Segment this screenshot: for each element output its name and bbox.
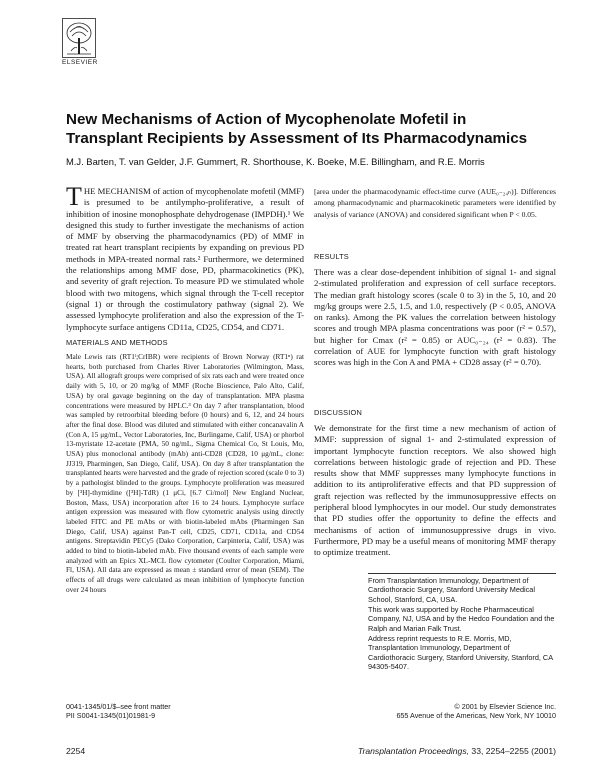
issn-block	[66, 702, 171, 720]
author-list: M.J. Barten, T. van Gelder, J.F. Gummert, R. Shorthouse, K. Boeke, M.E. Billingham, and R.E. Morris	[66, 156, 485, 167]
funding-footnote: This work was supported by Roche Pharmaceutical Company, NJ, USA and by the Hedco Foundation and the Ralph and Marian Falk Trust.	[368, 605, 555, 633]
intro-paragraph	[66, 182, 304, 333]
page-number: 2254	[66, 746, 86, 756]
journal-name: Transplantation Proceedings,	[357, 746, 470, 756]
copyright-block	[396, 702, 556, 720]
methods-continued-text: [area under the pharmacodynamic effect-time curve (AUE₀₋₂₄ₕ)]. Differences among pharmacodynamic and pharmacokinetic parameters were identified by analysis of variance (ANOVA) and considered significant when P < 0.05.	[314, 187, 556, 219]
journal-citation	[358, 746, 556, 756]
methods-text: Male Lewis rats (RT1ˡ;CrIBR) were recipients of Brown Norway (RT1ⁿ) rat hearts, both purchased from Charles River Laboratories (Wilmington, Mass, USA). All allograft groups were comprised of six rats each and were treated once daily with 5, 10, or 20 mg/kg of MMF (Roche Bioscience, Palo Alto, Calif, USA) by oral gavage beginning on the day of transplantation. MPA plasma concentrations were measured by HPLC.³ On day 7 after transplantation, blood was sampled by retroorbital bleeding before (0 hours) and 6, 12, and 24 hours after the final dose. Blood was diluted and stimulated with either concanavalin A (Con A, 15 μg/mL, Vector Laboratories, Inc, Burlingame, Calif, USA) or phorbol 13-myristate 12-acetate (PMA, 50 ng/mL, Sigma Chemical Co, St Louis, Mo, USA) plus monoclonal antibody (mAb) anti-CD28 (CD28, 10 μg/mL, clone: JJ319, Pharmingen, San Diego, Calif, USA). On day 8 after transplantation the transplanted hearts were harvested and the grade of rejection scored (scale 0 to 3) by a pathologist blinded to the groups. Lymphocyte proliferation was measured by [³H]-thymidine ([³H]-TdR) (1 μCi, [6.7 Ci/mol] New England Nuclear, Boston, Mass, USA) incorporation after 16 to 24 hours. Lymphocyte surface antigen expression was measured with flow cytometric analysis using directly labeled FITC and PE mAbs or with biotin-labeled mAbs (Pharmingen San Diego, Calif, USA) against Pan-T cell, CD25, CD71, CD11a, and CD54 antigens. Streptavidin PECy5 (Dako Corporation, Carpinteria, Calif, USA) was added to bind to biotin-labeled mAb. Five thousand events of each sample were analyzed with an Epics XL-MCL flow cytometer (Coulter Corporation, Miami, Fl, USA). All data are expressed as mean ± standard error of mean (SEM). The effects of all drugs were calculated as mean inhibition of lymphocyte function over 24 hours	[66, 352, 304, 594]
publisher-address: 655 Avenue of the Americas, New York, NY 10010	[396, 711, 556, 721]
results-heading: RESULTS	[314, 252, 349, 261]
issn-line: 0041-1345/01/$–see front matter	[66, 702, 171, 711]
discussion-heading: DISCUSSION	[314, 408, 362, 417]
publisher-name: ELSEVIER	[62, 59, 98, 66]
elsevier-tree-icon	[62, 18, 96, 58]
copyright-line: © 2001 by Elsevier Science Inc.	[454, 702, 556, 711]
intro-text: HE MECHANISM of action of mycophenolate mofetil (MMF) is presumed to be antilympho-proliferative, a result of inhibition of inosine monophosphate dehydrogenase (IMPDH).¹ We designed this study to further investigate the mechanisms of action of MMF by observing the pharmacodynamics (PD) of MMF in treated rat heart transplant recipients by expanding on previous PD methods in MPA-treated normal rats.² Furthermore, we determined the relationships among MMF dose, PD, pharmacokinetics (PK), and severity of graft rejection. To measure PD we stimulated whole blood with two mitogens, which signal through the T-cell receptor (signal 1) or through the costimulatory pathway (signal 2). We assessed lymphocyte proliferation and also the expression of the T-lymphocyte surface antigens CD11a, CD25, CD54, and CD71.	[66, 186, 304, 332]
discussion-text: We demonstrate for the first time a new mechanism of action of MMF: suppression of signal 1- and 2-stimulated expression of important lymphocyte function receptors. We also showed high correlations between histologic grade of rejection and PD. These results show that MMF suppresses many lymphocyte functions in addition to its antiproliferative effects and that PD suppression of graft rejection was reflected by the immunosuppressive effects on peripheral blood lymphocytes in our model. Our study demonstrates that PD studies offer the opportunity to define the effects and mechanisms of action of immunosuppressive drugs in vivo. Furthermore, PD may be a useful means of monitoring MMF therapy to optimize treatment.	[314, 423, 556, 558]
journal-volume: 33, 2254–2255 (2001)	[471, 746, 556, 756]
pii-line: PII S0041-1345(01)01981-9	[66, 711, 156, 721]
affiliation-footnote: From Transplantation Immunology, Department of Cardiothoracic Surgery, Stanford University Medical School, Stanford, CA, USA.	[368, 576, 535, 604]
reprint-footnote: Address reprint requests to R.E. Morris, MD, Transplantation Immunology, Department of Cardiothoracic Surgery, Stanford University, Stanford, CA 94305-5407.	[368, 634, 553, 671]
drop-cap: T	[66, 182, 82, 211]
methods-heading: MATERIALS AND METHODS	[66, 338, 168, 347]
article-title: New Mechanisms of Action of Mycophenolate Mofetil in Transplant Recipients by Assessment of Its Pharmacodynamics	[66, 111, 528, 147]
elsevier-logo	[62, 18, 96, 66]
results-text: There was a clear dose-dependent inhibition of signal 1- and signal 2-stimulated proliferation and expression of cell surface receptors. The median graft histology scores (scale 0 to 3) in the 5, 10, and 20 mg/kg groups were 2.5, 1.5, and 1.0, respectively (P < 0.05, ANOVA on ranks). Among the PK values the correlation between histology scores and trough MPA plasma concentrations was poor (r² = 0.57), but higher for Cmax (r² = 0.85) or AUC₀₋₂₄ (r² = 0.83). The correlation of AUE for lymphocyte function with graft histology scores was high in the Con A and PMA + CD28 assay (r² = 0.70).	[314, 267, 556, 368]
footnote-divider	[368, 573, 556, 574]
